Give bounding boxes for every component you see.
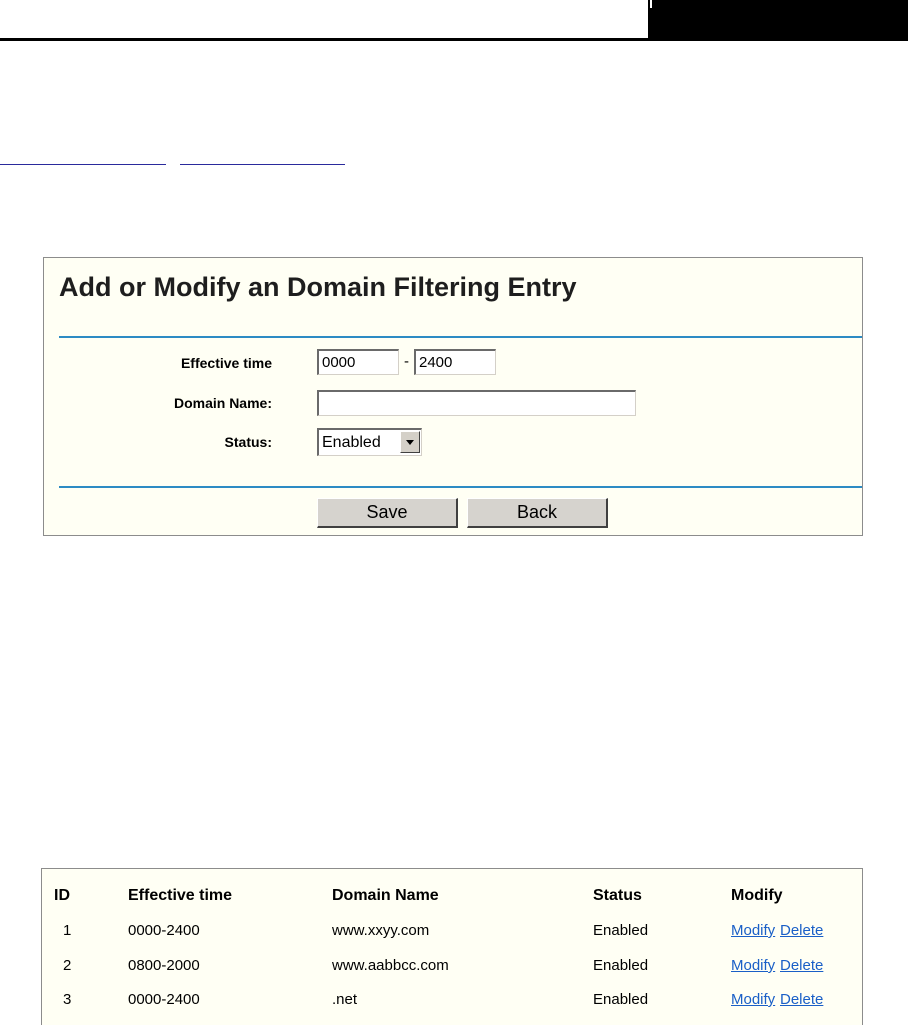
domain-name-input[interactable] xyxy=(317,390,636,416)
effective-time-end-input[interactable] xyxy=(414,349,496,375)
column-header-status: Status xyxy=(593,887,642,904)
row-1-status: Enabled xyxy=(593,922,649,939)
column-header-domain-name: Domain Name xyxy=(332,887,439,904)
row-2-id: 2 xyxy=(63,957,72,974)
effective-time-separator: - xyxy=(404,353,409,370)
effective-time-label: Effective time xyxy=(180,355,272,371)
link-underline-1[interactable] xyxy=(0,164,166,165)
row-3-modify-link[interactable]: Modify xyxy=(731,991,776,1008)
divider-top xyxy=(59,336,862,338)
column-header-effective-time: Effective time xyxy=(128,887,233,904)
header-block-tick xyxy=(650,0,652,8)
divider-bottom xyxy=(59,486,862,488)
domain-name-label: Domain Name: xyxy=(173,395,272,411)
column-header-id: ID xyxy=(54,887,70,904)
domain-filter-form xyxy=(43,257,863,536)
row-1-modify-link[interactable]: Modify xyxy=(731,922,776,939)
row-3-status: Enabled xyxy=(593,991,649,1008)
back-button[interactable]: Back xyxy=(467,498,608,528)
row-1-delete-link[interactable]: Delete xyxy=(780,922,824,939)
status-select[interactable] xyxy=(317,428,422,456)
status-label: Status: xyxy=(224,434,272,450)
link-underline-2[interactable] xyxy=(180,164,345,165)
header-rule xyxy=(0,38,908,41)
column-header-modify: Modify xyxy=(731,887,783,904)
row-2-time: 0800-2000 xyxy=(128,957,200,974)
row-2-domain: www.aabbcc.com xyxy=(332,957,449,974)
save-button[interactable]: Save xyxy=(317,498,458,528)
row-2-status: Enabled xyxy=(593,957,649,974)
form-title: Add or Modify an Domain Filtering Entry xyxy=(59,272,577,302)
row-3-delete-link[interactable]: Delete xyxy=(780,991,824,1008)
status-select-value: Enabled xyxy=(322,434,381,451)
row-3-domain: .net xyxy=(332,991,358,1008)
row-2-delete-link[interactable]: Delete xyxy=(780,957,824,974)
domain-filter-table xyxy=(41,868,863,1025)
row-3-time: 0000-2400 xyxy=(128,991,200,1008)
header-block xyxy=(648,0,908,38)
row-3-id: 3 xyxy=(63,991,72,1008)
row-1-time: 0000-2400 xyxy=(128,922,200,939)
row-1-id: 1 xyxy=(63,922,72,939)
chevron-down-icon[interactable] xyxy=(400,431,420,453)
row-1-domain: www.xxyy.com xyxy=(332,922,430,939)
row-2-modify-link[interactable]: Modify xyxy=(731,957,776,974)
effective-time-start-input[interactable] xyxy=(317,349,399,375)
